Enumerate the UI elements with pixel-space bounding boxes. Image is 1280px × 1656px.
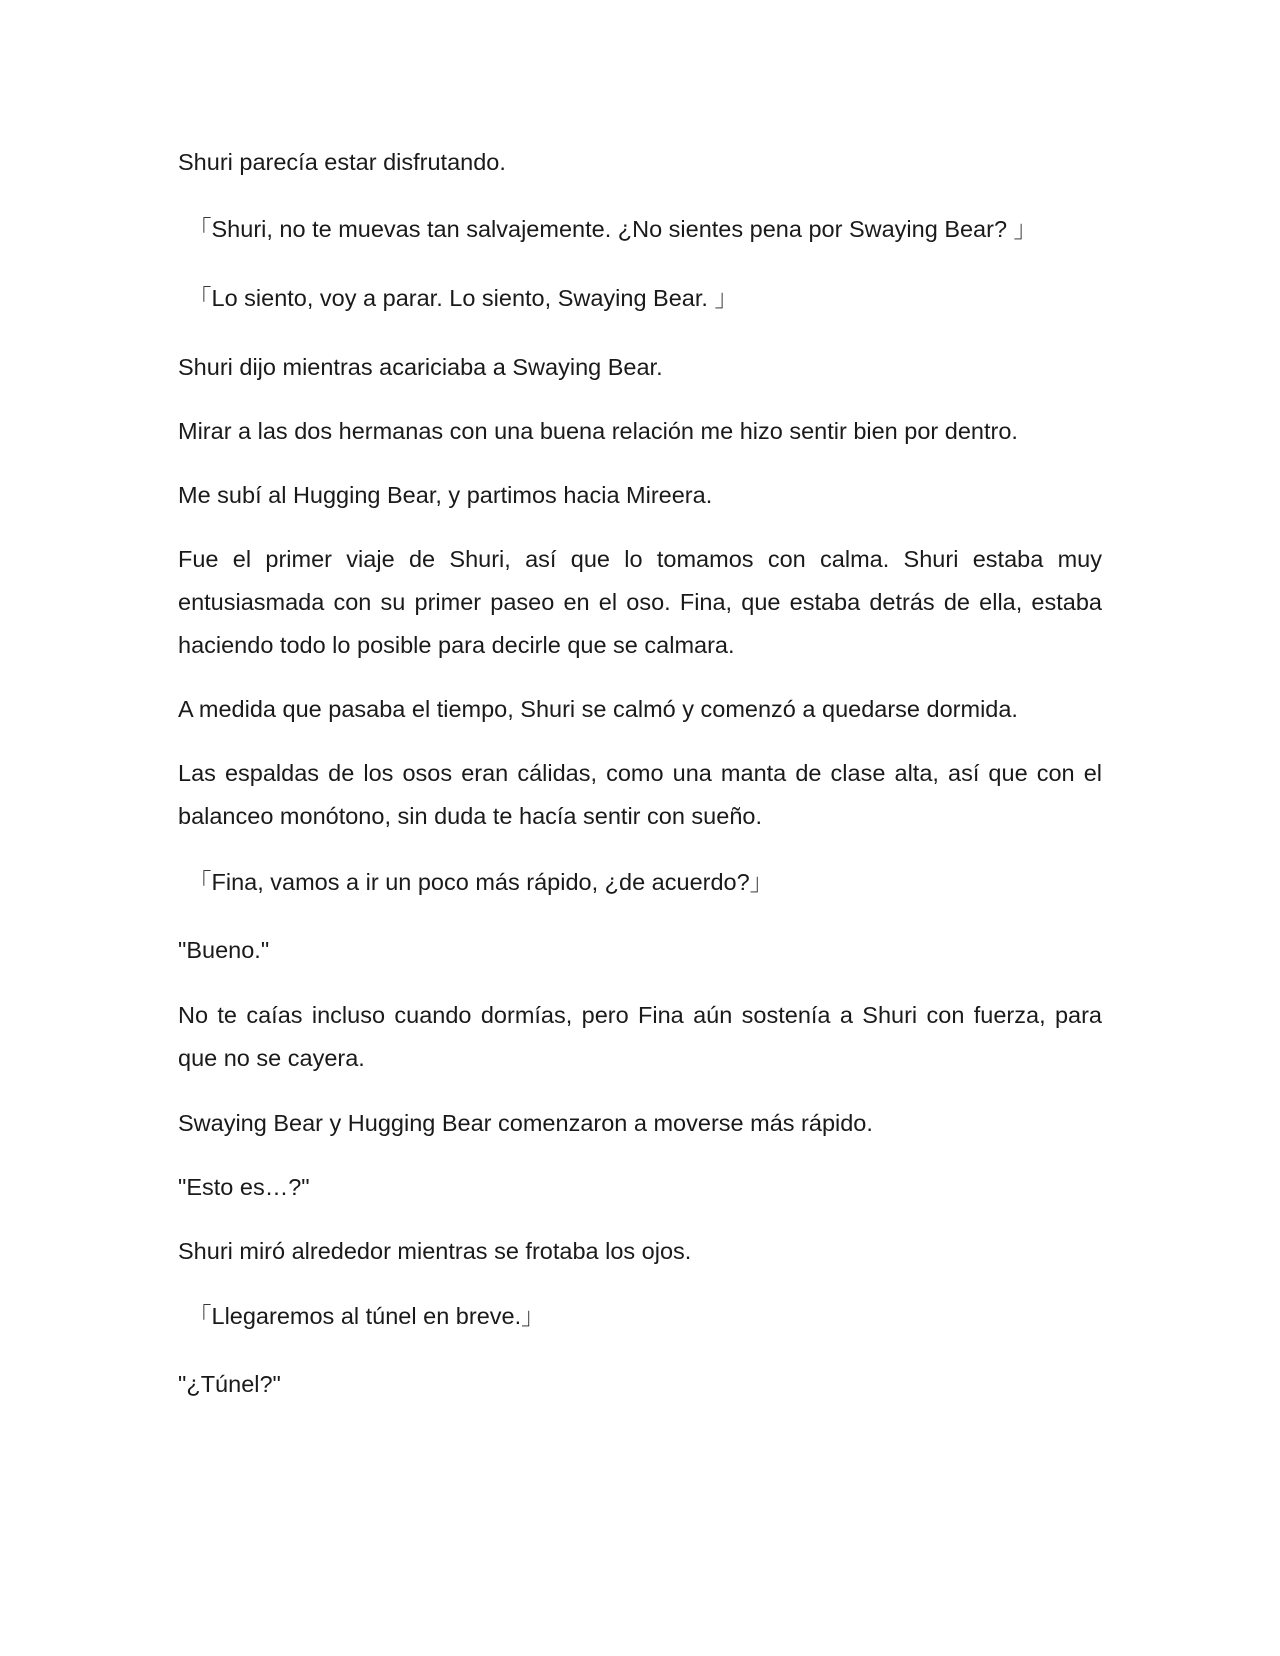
paragraph-14: "Esto es…?"	[178, 1174, 310, 1200]
paragraph-4: Shuri dijo mientras acariciaba a Swaying Bear.	[178, 354, 663, 380]
paragraph-10: 「Fina, vamos a ir un poco más rápido, ¿de acuerdo?」	[188, 869, 774, 895]
paragraph-5: Mirar a las dos hermanas con una buena relación me hizo sentir bien por dentro.	[178, 418, 1018, 444]
paragraph-15: Shuri miró alrededor mientras se frotaba los ojos.	[178, 1238, 692, 1264]
paragraph-12: No te caías incluso cuando dormías, pero Fina aún sostenía a Shuri con fuerza, para que no se cayera.	[178, 1002, 1102, 1071]
paragraph-6: Me subí al Hugging Bear, y partimos hacia Mireera.	[178, 482, 713, 508]
paragraph-16: 「Llegaremos al túnel en breve.」	[188, 1303, 545, 1329]
paragraph-3: 「Lo siento, voy a parar. Lo siento, Swaying Bear. 」	[188, 285, 738, 311]
paragraph-2: 「Shuri, no te muevas tan salvajemente. ¿No sientes pena por Swaying Bear? 」	[188, 216, 1038, 242]
paragraph-11: "Bueno."	[178, 937, 270, 963]
paragraph-7: Fue el primer viaje de Shuri, así que lo tomamos con calma. Shuri estaba muy entusiasmada con su primer paseo en el oso. Fina, que estaba detrás de ella, estaba haciendo todo lo posible para decirle que se calmara.	[178, 546, 1102, 658]
paragraph-9: Las espaldas de los osos eran cálidas, como una manta de clase alta, así que con el balanceo monótono, sin duda te hacía sentir con sueño.	[178, 760, 1102, 829]
paragraph-17: "¿Túnel?"	[178, 1371, 281, 1397]
paragraph-8: A medida que pasaba el tiempo, Shuri se calmó y comenzó a quedarse dormida.	[178, 696, 1018, 722]
paragraph-13: Swaying Bear y Hugging Bear comenzaron a moverse más rápido.	[178, 1110, 873, 1136]
paragraph-1: Shuri parecía estar disfrutando.	[178, 149, 506, 175]
